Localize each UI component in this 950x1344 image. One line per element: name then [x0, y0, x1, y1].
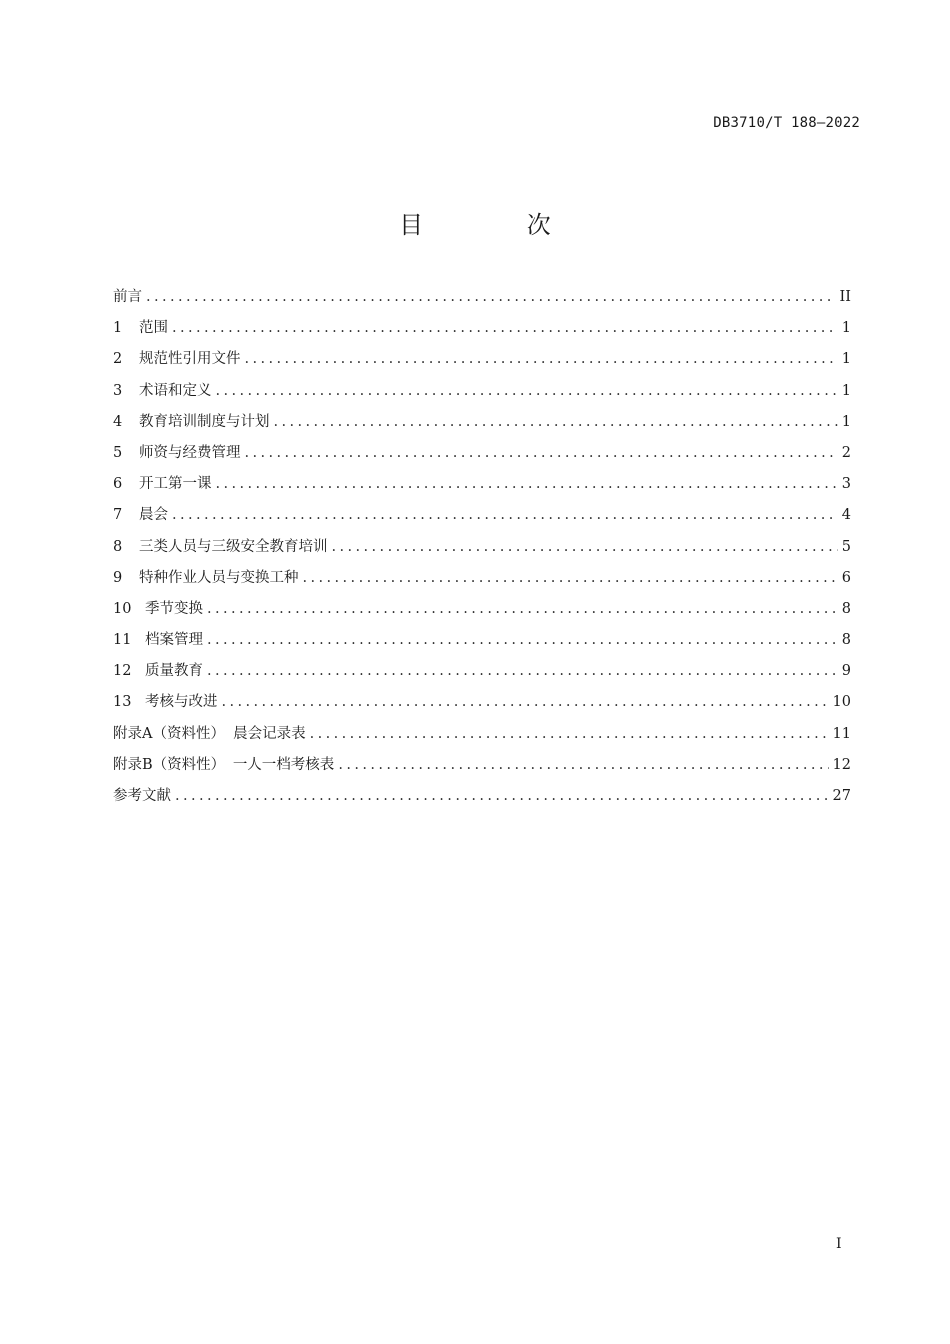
toc-entry-9[interactable] [113, 563, 851, 594]
toc-entry-label: 开工第一课 [139, 476, 212, 493]
toc-leader-dots [216, 376, 838, 407]
toc-entry-number: 3 [113, 382, 123, 399]
toc-entry-page: 8 [841, 600, 851, 617]
toc-entry-label: 范围 [139, 320, 168, 337]
toc-entry-page: 2 [841, 444, 851, 461]
toc-entry-page: 1 [841, 382, 851, 399]
toc-entry-2[interactable] [113, 344, 851, 375]
toc-entry-label: 特种作业人员与变换工种 [139, 569, 299, 586]
toc-leader-dots [207, 594, 838, 625]
toc-entry-page: 8 [841, 632, 851, 649]
toc-entry-1[interactable] [113, 313, 851, 344]
toc-leader-dots [172, 313, 838, 344]
toc-leader-dots [332, 532, 838, 563]
toc-entry-page: 6 [841, 569, 851, 586]
page-number: I [836, 1236, 842, 1252]
toc-entry-sublabel: 一人一档考核表 [232, 756, 335, 773]
toc-entry-12[interactable] [113, 656, 851, 687]
toc-entry-number: 7 [113, 507, 123, 524]
toc-entry-label: 考核与改进 [145, 694, 218, 711]
toc-entry-3[interactable] [113, 376, 851, 407]
toc-leader-dots [338, 750, 828, 781]
toc-entry-page: 9 [841, 663, 851, 680]
toc-entry-label: 附录A（资料性） [113, 725, 225, 742]
toc-entry-number: 11 [113, 632, 132, 649]
toc-entry-page: 1 [841, 320, 851, 337]
toc-entry-number: 5 [113, 444, 123, 461]
toc-entry-number: 6 [113, 476, 123, 493]
toc-leader-dots [207, 625, 838, 656]
toc-leader-dots [245, 438, 838, 469]
toc-entry-label: 附录B（资料性） [113, 756, 226, 773]
toc-entry-13[interactable] [113, 687, 851, 718]
toc-entry-preface[interactable] [113, 282, 851, 313]
toc-entry-label: 规范性引用文件 [139, 351, 241, 368]
document-code: DB3710/T 188—2022 [713, 115, 860, 131]
toc-entry-page: 4 [841, 507, 851, 524]
toc-entry-10[interactable] [113, 594, 851, 625]
toc-entry-4[interactable] [113, 407, 851, 438]
toc-entry-label: 档案管理 [145, 632, 203, 649]
toc-leader-dots [310, 719, 829, 750]
toc-entry-label: 参考文献 [113, 788, 171, 804]
toc-entry-label: 术语和定义 [139, 382, 212, 399]
toc-entry-appendix-b[interactable] [113, 750, 851, 781]
toc-entry-page: 5 [841, 538, 851, 555]
toc-leader-dots [303, 563, 838, 594]
toc-entry-label: 教育培训制度与计划 [139, 413, 270, 430]
toc-entry-label: 晨会 [139, 507, 168, 524]
toc-entry-page: II [839, 289, 851, 305]
toc-leader-dots [207, 656, 838, 687]
toc-entry-appendix-a[interactable] [113, 719, 851, 750]
toc-entry-5[interactable] [113, 438, 851, 469]
toc-entry-label: 前言 [113, 289, 142, 305]
toc-entry-label: 季节变换 [145, 600, 203, 617]
toc-leader-dots [146, 282, 836, 313]
toc-entry-page: 11 [832, 725, 851, 742]
toc-leader-dots [172, 500, 838, 531]
toc-entry-number: 8 [113, 538, 123, 555]
toc-entry-number: 13 [113, 694, 132, 711]
toc-entry-11[interactable] [113, 625, 851, 656]
toc-entry-page: 1 [841, 351, 851, 368]
toc-leader-dots [216, 469, 838, 500]
toc-leader-dots [245, 344, 838, 375]
toc-entry-label: 师资与经费管理 [139, 444, 241, 461]
toc-leader-dots [222, 687, 829, 718]
toc-entry-number: 1 [113, 320, 123, 337]
toc-entry-6[interactable] [113, 469, 851, 500]
toc-entry-label: 三类人员与三级安全教育培训 [139, 538, 328, 555]
toc-entry-page: 10 [832, 694, 851, 711]
toc-entry-number: 2 [113, 351, 123, 368]
toc-leader-dots [274, 407, 838, 438]
toc-leader-dots [175, 781, 829, 812]
toc-entry-page: 3 [841, 476, 851, 493]
toc-entry-label: 质量教育 [145, 663, 203, 680]
toc-entry-8[interactable] [113, 532, 851, 563]
table-of-contents [113, 282, 851, 812]
toc-entry-page: 1 [841, 413, 851, 430]
toc-entry-page: 12 [832, 756, 851, 773]
toc-entry-7[interactable] [113, 500, 851, 531]
toc-entry-number: 9 [113, 569, 123, 586]
toc-heading: 目 次 [399, 211, 599, 239]
toc-entry-number: 12 [113, 663, 132, 680]
toc-entry-sublabel: 晨会记录表 [233, 725, 306, 742]
toc-entry-page: 27 [832, 788, 851, 804]
toc-entry-number: 4 [113, 413, 123, 430]
toc-entry-references[interactable] [113, 781, 851, 812]
toc-entry-number: 10 [113, 600, 132, 617]
